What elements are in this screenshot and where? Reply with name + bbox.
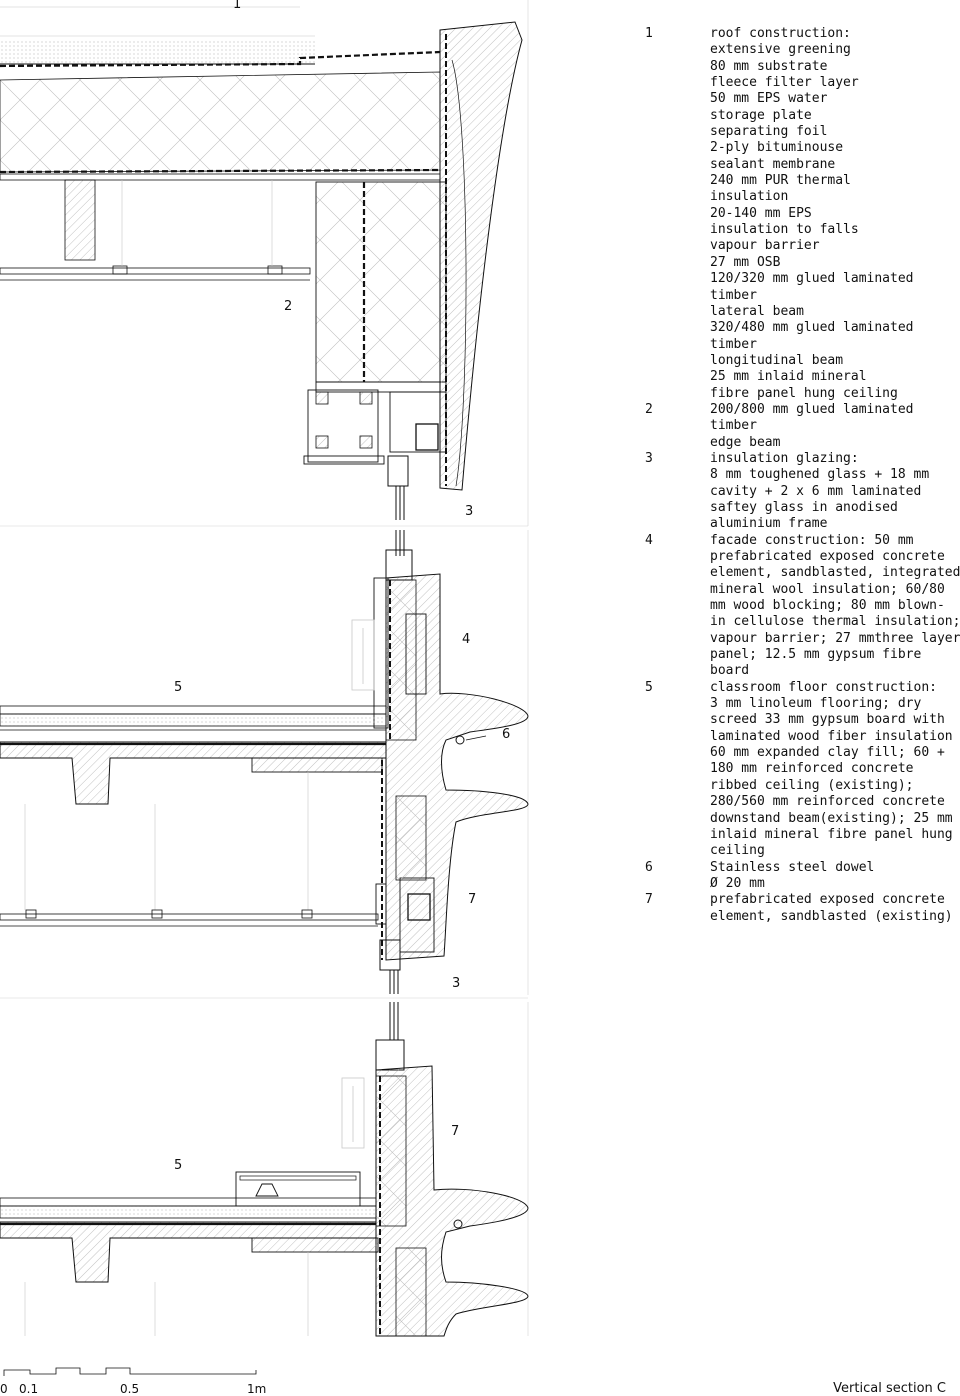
callout-5-middle: 5: [174, 680, 183, 695]
legend-text: [710, 680, 960, 860]
callout-leaders: [466, 736, 486, 740]
legend-line: timber: [710, 336, 757, 352]
legend-item: [645, 26, 960, 402]
legend-number: 5: [645, 679, 653, 695]
legend-line: facade construction: 50 mm: [710, 532, 914, 548]
callout-4: 4: [462, 632, 471, 647]
legend-line: 320/480 mm glued laminated: [710, 320, 914, 336]
legend-line: board: [710, 663, 750, 679]
legend-line: insulation: [710, 189, 789, 205]
roof-insulation: [0, 72, 440, 172]
roof-construction: [0, 7, 440, 180]
legend-line: storage plate: [710, 107, 812, 123]
scale-bar: [4, 1368, 256, 1376]
legend-line: mineral wool insulation; 60/80: [710, 581, 945, 597]
legend-line: saftey glass in anodised: [710, 499, 898, 515]
legend-line: classroom floor construction:: [710, 679, 937, 695]
hung-ceiling-top: [0, 180, 310, 280]
legend-number: 7: [645, 892, 653, 908]
legend-text: [710, 533, 960, 680]
legend-line: 50 mm EPS water: [710, 91, 828, 107]
legend-item: [645, 533, 960, 680]
legend-text: [710, 402, 960, 451]
callout-7-bottom: 7: [451, 1124, 460, 1139]
facade-element-middle: [374, 574, 528, 960]
legend-line: insulation glazing:: [710, 450, 859, 466]
legend-line: sealant membrane: [710, 156, 836, 172]
legend-item: [645, 402, 960, 451]
legend-line: edge beam: [710, 434, 781, 450]
legend-line: 8 mm toughened glass + 18 mm: [710, 467, 930, 483]
legend-line: 180 mm reinforced concrete: [710, 761, 914, 777]
scale-label-0: 0: [0, 1382, 8, 1396]
callout-7-middle: 7: [468, 892, 477, 907]
legend-line: vapour barrier: [710, 238, 820, 254]
callout-2: 2: [284, 299, 293, 314]
legend-line: 25 mm inlaid mineral: [710, 369, 867, 385]
legend-line: 120/320 mm glued laminated: [710, 271, 914, 287]
scale-label-1m: 1m: [247, 1382, 267, 1396]
legend-line: 2-ply bituminouse: [710, 140, 844, 156]
legend-line: 80 mm substrate: [710, 58, 828, 74]
legend-line: 200/800 mm glued laminated: [710, 401, 914, 417]
legend-line: insulation to falls: [710, 222, 859, 238]
radiator-bottom: [342, 1078, 364, 1148]
legend-line: mm wood blocking; 80 mm blown-: [710, 598, 945, 614]
callout-5-bottom: 5: [174, 1158, 183, 1173]
legend-line: 240 mm PUR thermal: [710, 173, 851, 189]
legend-text: [710, 892, 960, 925]
legend-line: extensive greening: [710, 42, 851, 58]
callout-1: 1: [233, 0, 242, 12]
legend-line: screed 33 mm gypsum board with: [710, 712, 945, 728]
legend-line: inlaid mineral fibre panel hung: [710, 826, 953, 842]
legend-line: aluminium frame: [710, 516, 828, 532]
scale-label-0-1: 0.1: [19, 1382, 39, 1396]
facade-element-bottom: [376, 1066, 528, 1336]
legend-line: timber: [710, 418, 757, 434]
legend-text: [710, 451, 960, 533]
legend-line: panel; 12.5 mm gypsum fibre: [710, 647, 922, 663]
legend-line: in cellulose thermal insulation;: [710, 614, 960, 630]
legend-item: [645, 680, 960, 860]
classroom-floor-middle: [0, 706, 386, 926]
legend-text: [710, 26, 960, 402]
legend-number: 1: [645, 26, 653, 41]
edge-beam: [304, 182, 446, 464]
radiator-middle: [352, 620, 374, 690]
scale-label-0-5: 0.5: [120, 1382, 140, 1396]
callout-6: 6: [502, 727, 511, 742]
legend-line: 60 mm expanded clay fill; 60 +: [710, 745, 945, 761]
legend-line: cavity + 2 x 6 mm laminated: [710, 483, 922, 499]
glazing-upper: [388, 392, 446, 520]
legend-line: separating foil: [710, 124, 828, 140]
legend-line: fleece filter layer: [710, 75, 859, 91]
legend-number: 6: [645, 859, 653, 875]
roof-substrate: [0, 40, 315, 64]
legend-line: 280/560 mm reinforced concrete: [710, 794, 945, 810]
legend-line: vapour barrier; 27 mmthree layer: [710, 630, 960, 646]
lateral-beam: [65, 180, 95, 260]
legend-line: ribbed ceiling (existing);: [710, 777, 914, 793]
legend-line: element, sandblasted (existing): [710, 908, 953, 924]
legend-number: 4: [645, 532, 653, 548]
classroom-floor-bottom: [0, 1172, 378, 1336]
legend-line: 3 mm linoleum flooring; dry: [710, 696, 922, 712]
legend-line: longitudinal beam: [710, 352, 844, 368]
legend-item: [645, 451, 960, 533]
legend-line: Stainless steel dowel: [710, 859, 875, 875]
parapet-coping: [440, 22, 522, 490]
legend-number: 2: [645, 401, 653, 417]
legend-line: fibre panel hung ceiling: [710, 385, 898, 401]
legend: [645, 26, 960, 925]
legend-line: lateral beam: [710, 303, 804, 319]
drawing-caption: Vertical section C: [833, 1381, 946, 1396]
legend-line: 27 mm OSB: [710, 254, 781, 270]
legend-line: roof construction:: [710, 26, 851, 41]
legend-line: 20-140 mm EPS: [710, 205, 812, 221]
glazing-bottom: [376, 1002, 404, 1070]
legend-line: ceiling: [710, 843, 765, 859]
legend-item: [645, 892, 960, 925]
legend-line: downstand beam(existing); 25 mm: [710, 810, 953, 826]
glazing-middle-top: [386, 530, 412, 580]
legend-line: prefabricated exposed concrete: [710, 549, 945, 564]
legend-line: laminated wood fiber insulation: [710, 728, 953, 744]
legend-text: [710, 860, 960, 893]
legend-line: prefabricated exposed concrete: [710, 892, 945, 908]
legend-line: element, sandblasted, integrated: [710, 565, 960, 581]
legend-line: Ø 20 mm: [710, 875, 765, 891]
legend-item: [645, 860, 960, 893]
legend-line: timber: [710, 287, 757, 303]
legend-number: 3: [645, 450, 653, 466]
callout-3-upper: 3: [465, 504, 474, 519]
callout-3-lower: 3: [452, 976, 461, 991]
